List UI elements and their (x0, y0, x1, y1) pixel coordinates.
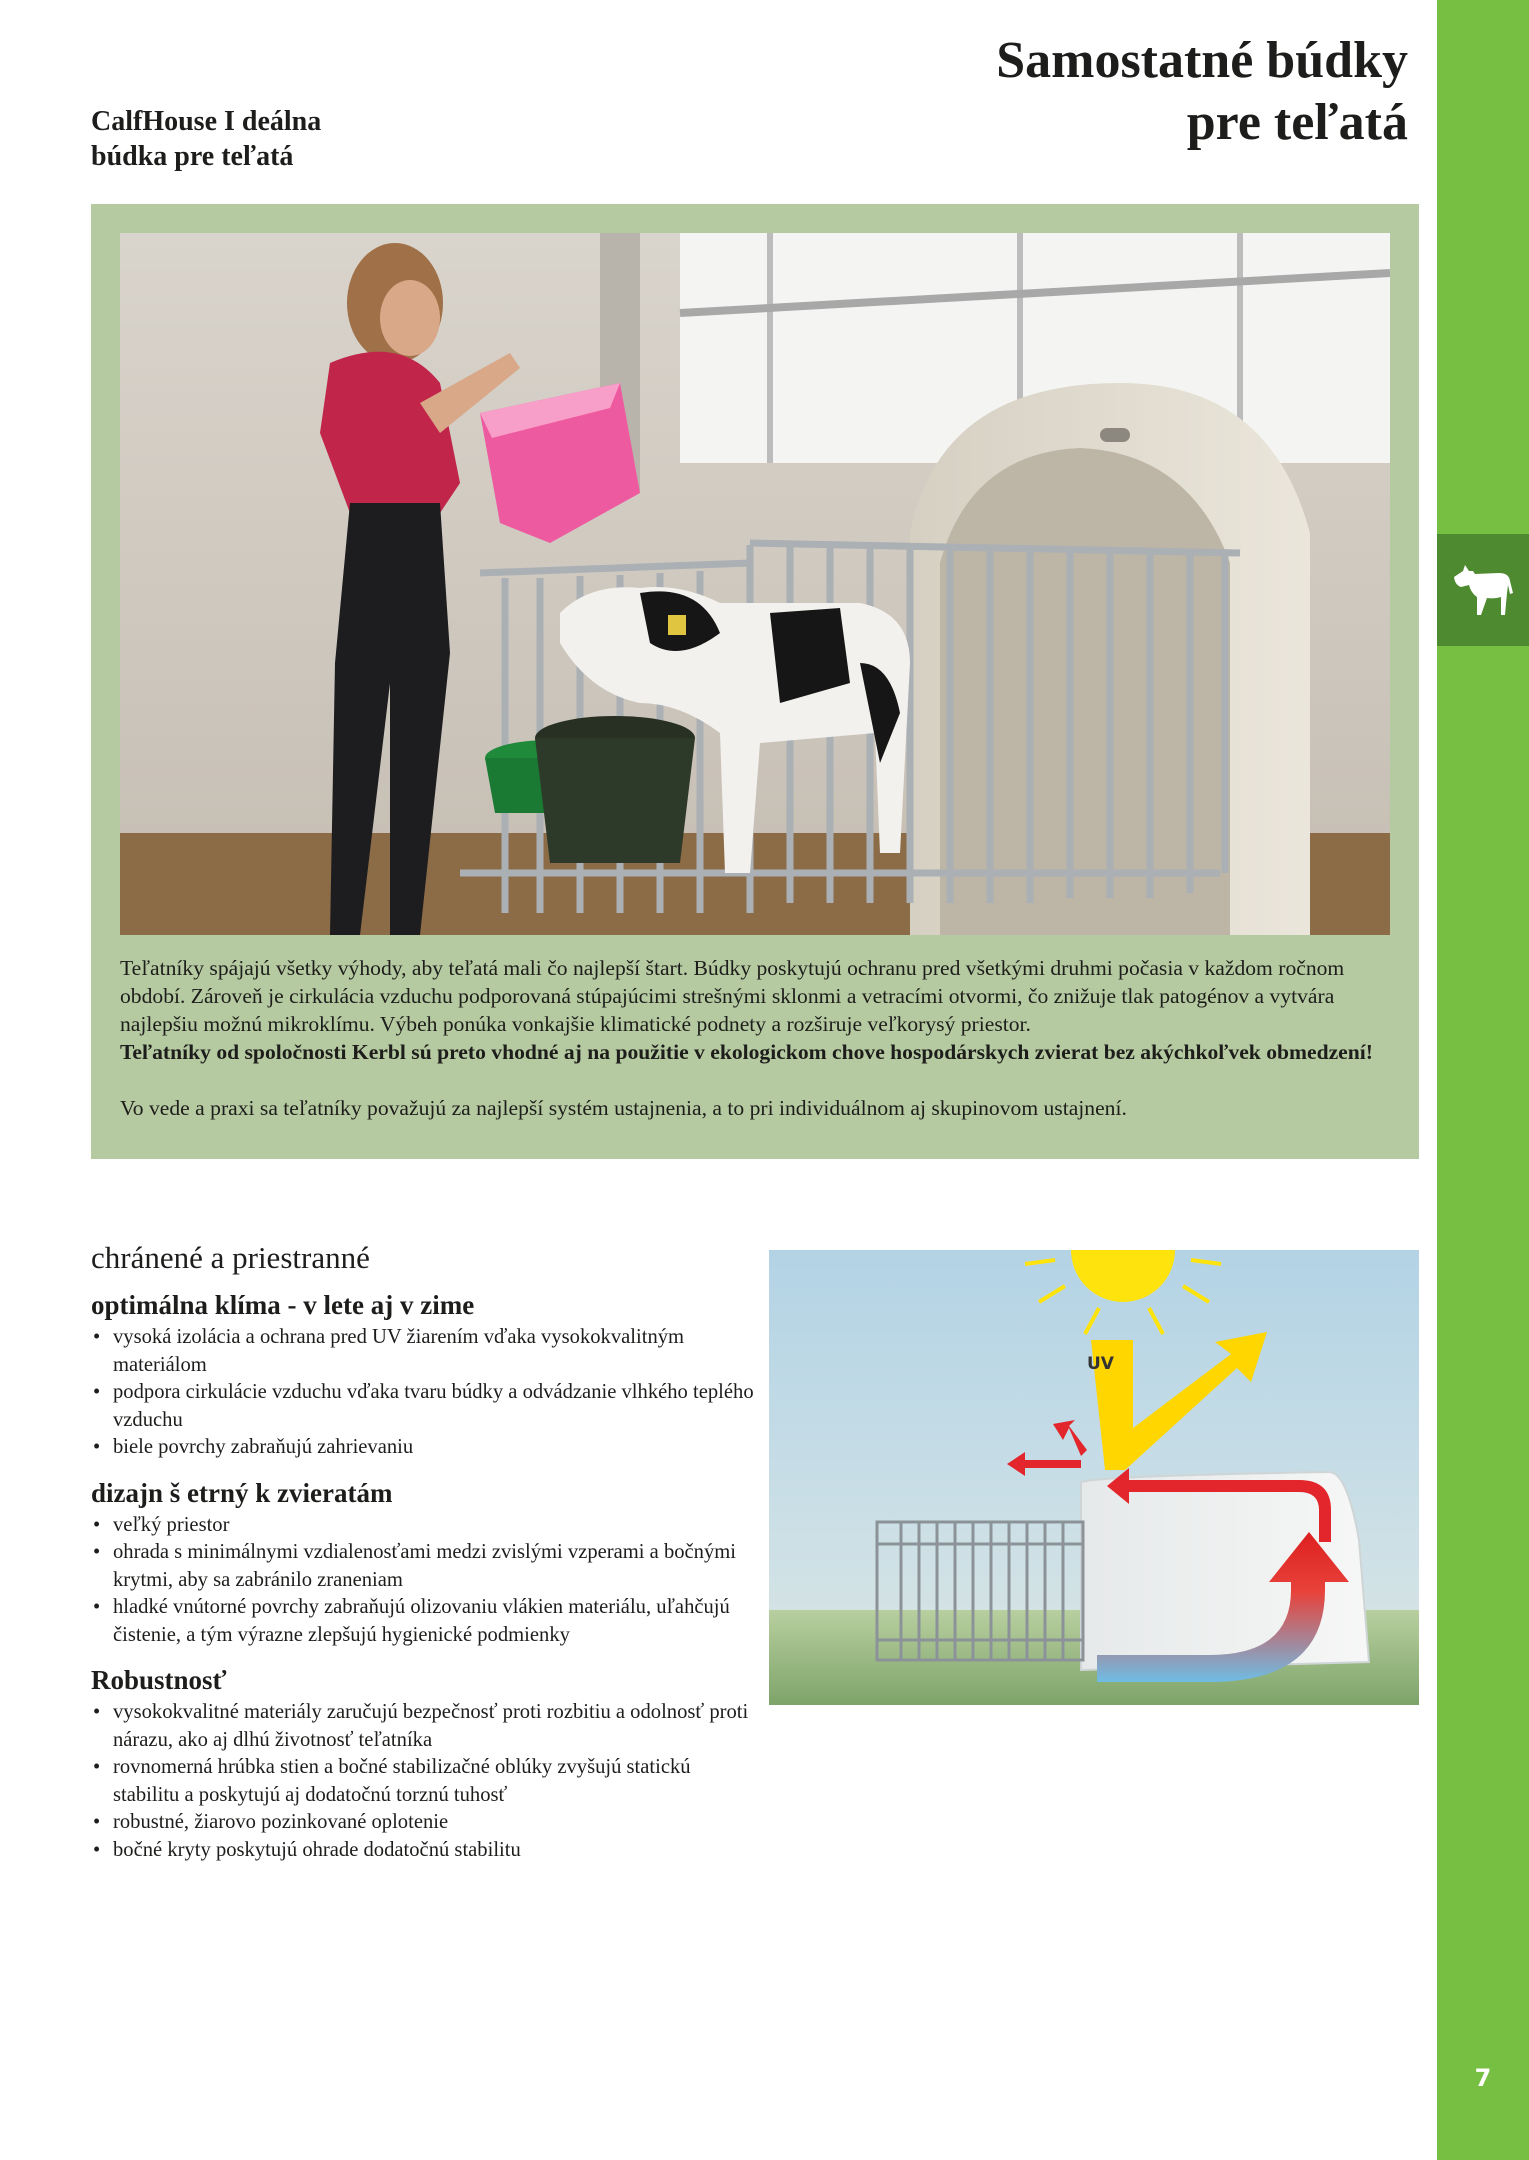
list-item: • rovnomerná hrúbka stien a bočné stabilizačné oblúky zvyšujú statickú stabilitu a poskytujú aj dodatočnú torznú tuhosť (91, 1754, 761, 1809)
hero-paragraph-2: Vo vede a praxi sa teľatníky považujú za najlepší systém ustajnenia, a to pri individuálnom aj skupinovom ustajnení. (120, 1096, 1127, 1120)
hero-paragraph-1: Teľatníky spájajú všetky výhody, aby teľatá mali čo najlepší štart. Búdky poskytujú ochranu pred všetkými druhmi počasia v každom ročnom období. Zároveň je cirkulácia vzduchu podporovaná stúpajúcimi strešnými sklonmi a vetracími otvormi, čo znižuje tlak patogénov a vytvára najlepšiu možnú mikroklímu. Výbeh ponúka vonkajšie klimatické podnety a rozširuje veľkorysý priestor. (120, 956, 1345, 1036)
page-title (708, 30, 1408, 154)
list-item: • vysoká izolácia a ochrana pred UV žiarením vďaka vysokokvalitným materiálom (91, 1324, 761, 1379)
airflow-uv-diagram (769, 1250, 1419, 1705)
hero-description (120, 954, 1390, 1122)
title-line-2: pre teľatá (1186, 94, 1408, 151)
side-color-band (1437, 0, 1529, 2160)
climate-list (91, 1324, 761, 1462)
hero-panel (91, 204, 1419, 1159)
features-heading: chránené a priestranné (91, 1240, 370, 1275)
design-title: dizajn š etrný k zvieratám (91, 1477, 393, 1508)
hero-photo-calf-feeding (120, 233, 1390, 935)
list-item: • vysokokvalitné materiály zaručujú bezpečnosť proti rozbitiu a odolnosť proti nárazu, ako aj dlhú životnosť teľatníka (91, 1699, 761, 1754)
list-item: • robustné, žiarovo pozinkované oplotenie (91, 1809, 761, 1837)
list-item: • podpora cirkulácie vzduchu vďaka tvaru búdky a odvádzanie vlhkého teplého vzduchu (91, 1379, 761, 1434)
hero-paragraph-bold: Teľatníky od spoločnosti Kerbl sú preto vhodné aj na použitie v ekologickom chove hospodárskych zvierat bez akýchkoľvek obmedzení! (120, 1040, 1373, 1064)
section-tab[interactable] (1437, 534, 1529, 646)
design-list (91, 1512, 761, 1650)
robust-title: Robustnosť (91, 1665, 227, 1695)
climate-title: optimálna klíma - v lete aj v zime (91, 1290, 475, 1320)
list-item: • bočné kryty poskytujú ohrade dodatočnú stabilitu (91, 1837, 761, 1865)
list-item: • biele povrchy zabraňujú zahrievaniu (91, 1434, 761, 1462)
title-line-1: Samostatné búdky (996, 32, 1408, 89)
list-item: • veľký priestor (91, 1512, 761, 1540)
subtitle-line-2: búdka pre teľatá (91, 141, 294, 172)
page-number: 7 (1474, 2064, 1492, 2092)
calf-icon (1451, 563, 1515, 617)
robust-list (91, 1699, 761, 1864)
subtitle-line-1: CalfHouse I deálna (91, 106, 322, 137)
product-subtitle (91, 104, 511, 174)
list-item: • hladké vnútorné povrchy zabraňujú olizovaniu vlákien materiálu, uľahčujú čistenie, a tým výrazne zlepšujú hygienické podmienky (91, 1594, 761, 1649)
features-section (91, 1240, 761, 1878)
list-item: • ohrada s minimálnymi vzdialenosťami medzi zvislými vzperami a bočnými krytmi, aby sa zabránilo zraneniam (91, 1539, 761, 1594)
uv-label: UV (1087, 1354, 1114, 1374)
